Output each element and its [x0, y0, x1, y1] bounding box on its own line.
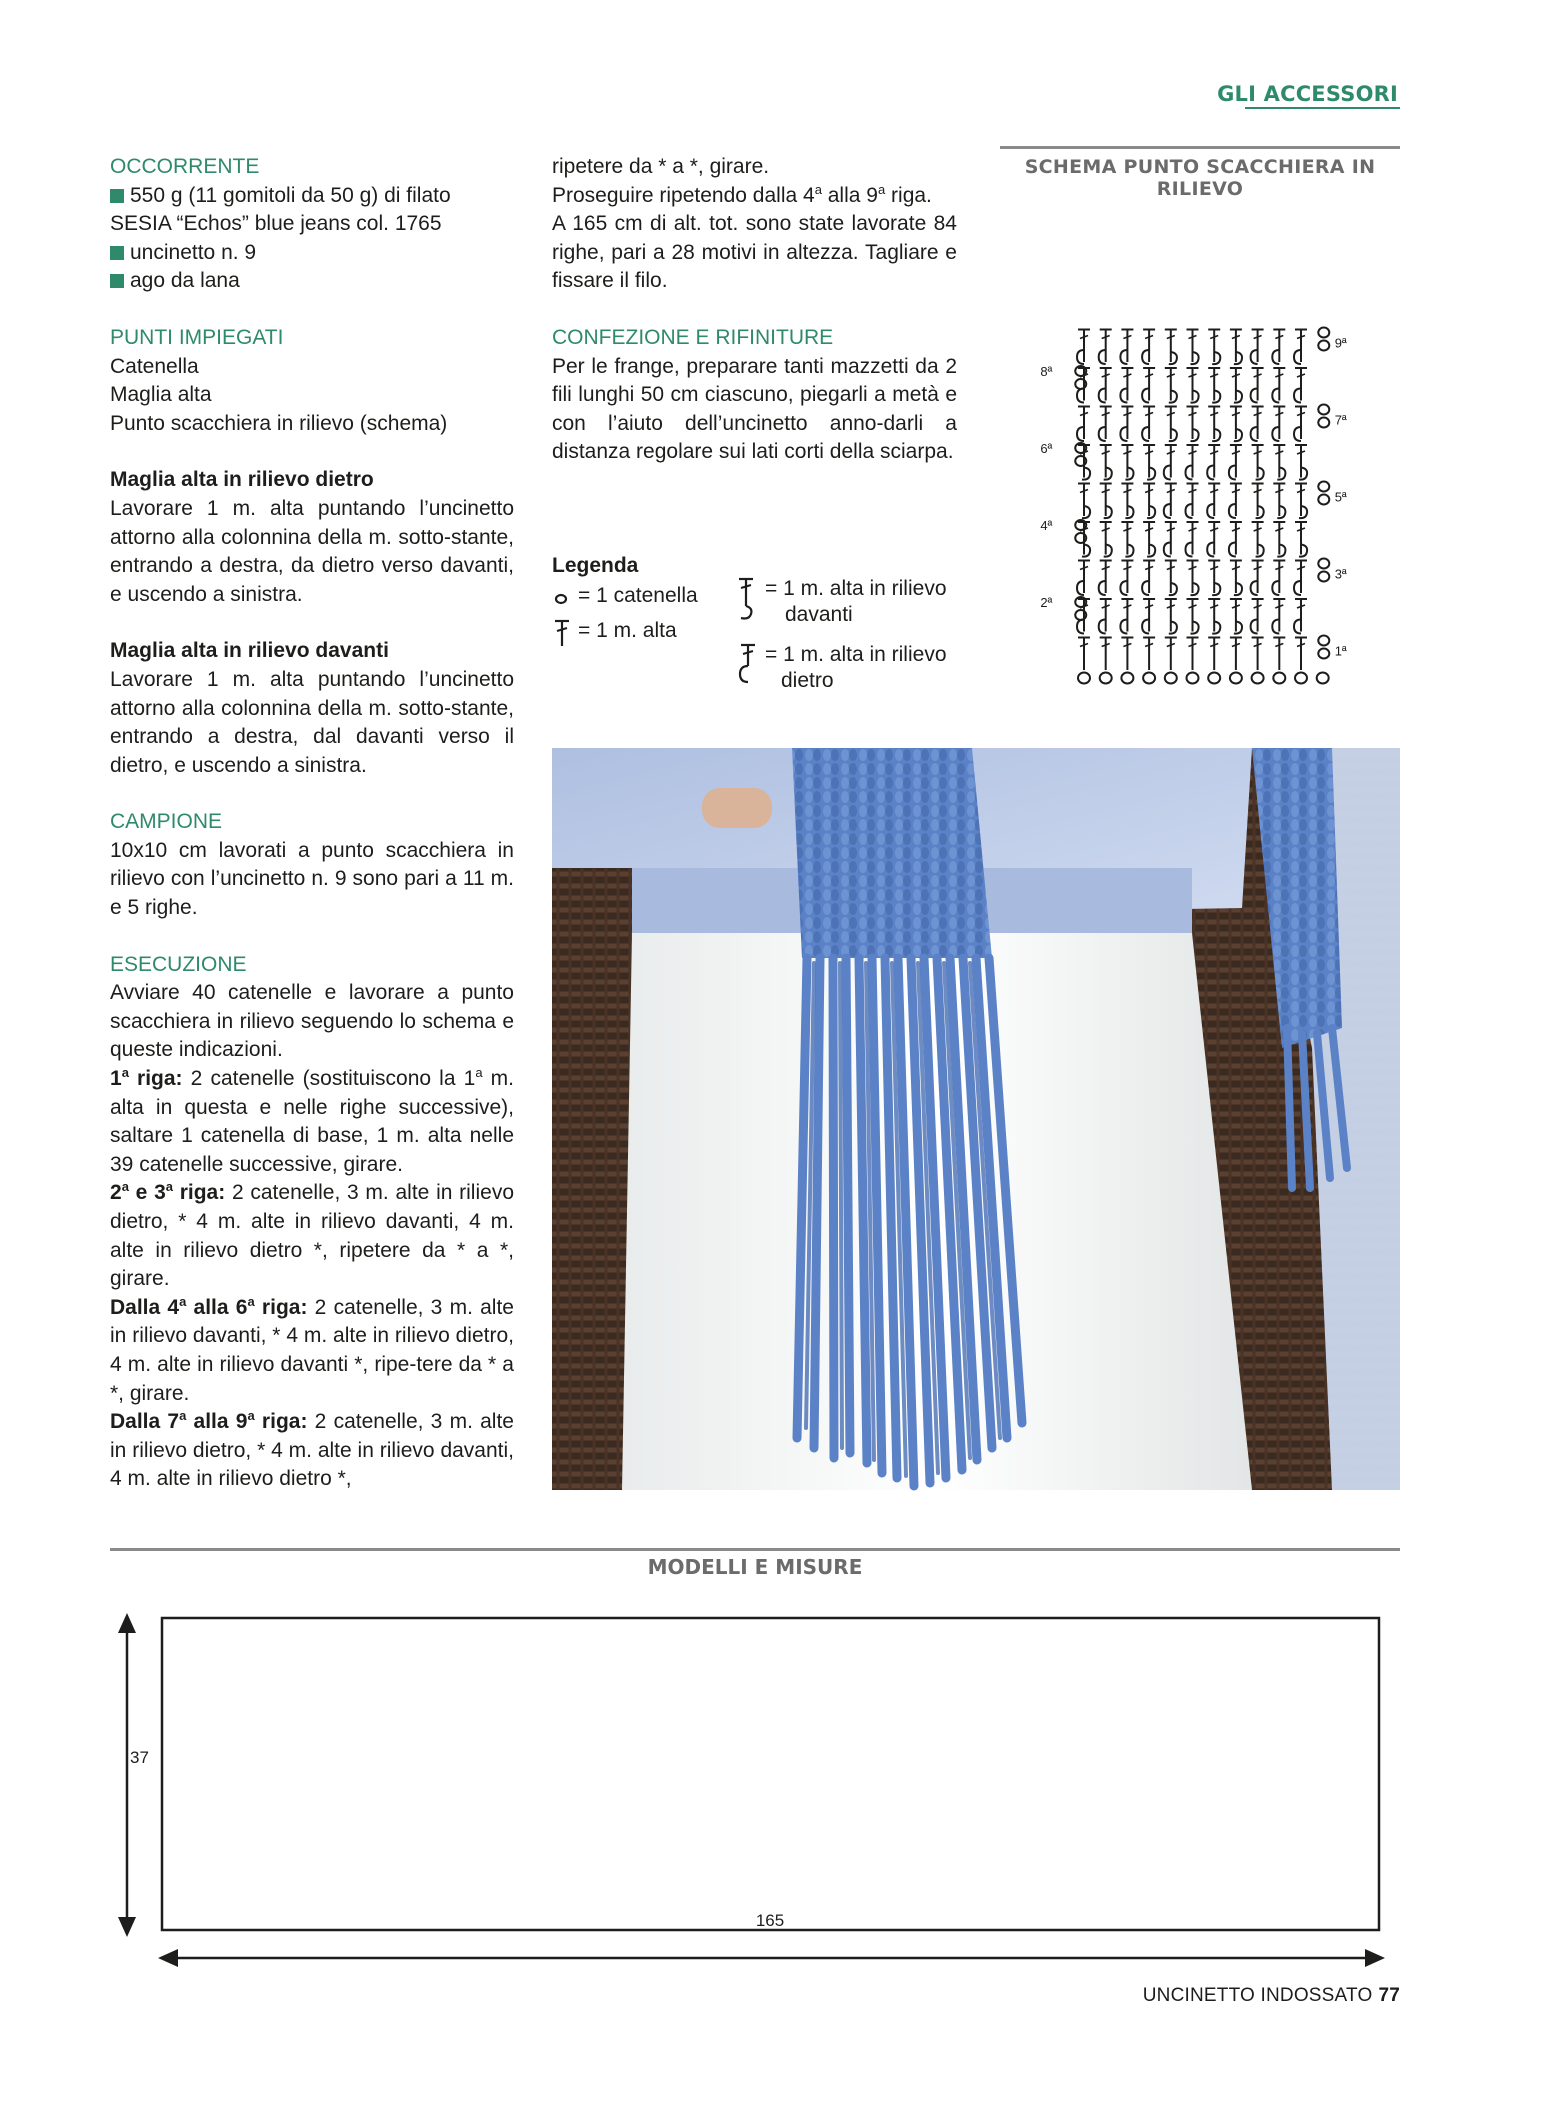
back-post-hook: [1099, 389, 1106, 403]
double-crochet-icon: [552, 618, 574, 648]
row-label: 6ª: [1040, 441, 1053, 456]
back-post-hook: [1251, 427, 1258, 441]
legend-alta: = 1 m. alta: [552, 618, 677, 648]
back-post-hook: [1164, 466, 1171, 480]
campione-heading: CAMPIONE: [110, 810, 223, 834]
chain-stitch: [1165, 673, 1177, 684]
chain-stitch: [1121, 673, 1133, 684]
back-post-hook: [1186, 504, 1193, 518]
occorrente-heading: OCCORRENTE: [110, 155, 260, 178]
back-post-hook: [1229, 543, 1236, 557]
section-tag: GLI ACCESSORI: [1217, 82, 1398, 106]
punti-line: Maglia alta: [110, 383, 212, 407]
back-post-hook: [1272, 620, 1279, 634]
page-number: 77: [1378, 1985, 1400, 2006]
back-post-hook: [1164, 543, 1171, 557]
back-post-hook: [1077, 620, 1084, 634]
chain-stitch: [1143, 673, 1155, 684]
punti-heading: PUNTI IMPIEGATI: [110, 325, 284, 349]
chain-stitch: [1252, 673, 1264, 684]
back-post-hook: [1099, 427, 1106, 441]
turning-chain: [1318, 418, 1329, 428]
continuation-line: Proseguire ripetendo dalla 4$^a$ alla 9$^a$ riga.: [552, 181, 932, 207]
continuation-line: ripetere da * a *, girare.: [552, 155, 770, 178]
back-post-hook: [1251, 350, 1258, 364]
back-post-hook: [1251, 389, 1258, 403]
back-post-hook: [1142, 620, 1149, 634]
row-label: 3ª: [1334, 566, 1347, 582]
row-label: 7ª: [1334, 412, 1347, 428]
back-post-hook: [1207, 543, 1214, 557]
front-post-stitch-icon: [735, 576, 761, 624]
chain-stitch: [1100, 673, 1112, 684]
davanti-text: Lavorare 1 m. alta puntando l’uncinetto attorno alla colonnina della m. sotto-stante, entrando a destra, dal davanti verso il dietro, e uscendo a sinistra.: [110, 667, 514, 777]
back-post-hook: [1120, 620, 1127, 634]
back-post-hook: [1120, 389, 1127, 403]
back-post-hook: [1077, 389, 1084, 403]
esecuzione-intro: Avviare 40 catenelle e lavorare a punto scacchiera in rilievo seguendo lo schema e queste indicazioni.: [110, 981, 514, 1062]
back-post-hook: [1272, 427, 1279, 441]
turning-chain: [1318, 482, 1329, 492]
back-post-hook: [1229, 466, 1236, 480]
back-post-hook: [1077, 581, 1084, 595]
back-post-hook: [1186, 543, 1193, 557]
back-post-hook: [1229, 504, 1236, 518]
dietro-text: Lavorare 1 m. alta puntando l’uncinetto attorno alla colonnina della m. sotto-stante, entrando a destra, da dietro verso davanti, e uscendo a sinistra.: [110, 496, 514, 606]
scarf-photo: [552, 748, 1400, 1490]
davanti-heading: Maglia alta in rilievo davanti: [110, 639, 389, 663]
punti-line: Punto scacchiera in rilievo (schema): [110, 411, 448, 435]
turning-chain: [1318, 572, 1329, 582]
chain-stitch: [1208, 673, 1220, 684]
back-post-hook: [1142, 427, 1149, 441]
legend-dietro-line2: dietro: [781, 669, 834, 692]
back-post-hook: [1077, 350, 1084, 364]
turning-chain: [1318, 341, 1329, 351]
dietro-heading: Maglia alta in rilievo dietro: [110, 468, 374, 492]
row-label: 9ª: [1334, 335, 1347, 351]
back-post-hook: [1142, 350, 1149, 364]
legend-davanti-line2: davanti: [785, 603, 853, 626]
back-post-hook: [1099, 581, 1106, 595]
magazine-name: UNCINETTO INDOSSATO: [1142, 1985, 1373, 2006]
section-rule: [1245, 107, 1400, 109]
back-post-hook: [1294, 389, 1301, 403]
bullet-square-icon: [110, 274, 124, 288]
modelli-rule: [110, 1548, 1400, 1551]
back-post-hook: [1120, 350, 1127, 364]
back-post-hook: [1120, 581, 1127, 595]
column-middle: [552, 153, 957, 467]
bullet-square-icon: [110, 246, 124, 260]
legend-catenella: = 1 catenella: [552, 583, 698, 609]
arrow-down-icon: [118, 1917, 136, 1937]
chain-stitch: [1230, 673, 1242, 684]
back-post-hook: [1272, 389, 1279, 403]
legend-rilievo-dietro: [735, 642, 947, 694]
turning-chain: [1318, 405, 1329, 415]
esecuzione-heading: ESECUZIONE: [110, 952, 247, 976]
back-post-hook: [1142, 581, 1149, 595]
stitch-chart-diagram: [1040, 210, 1380, 700]
arrow-up-icon: [118, 1613, 136, 1633]
chain-stitch: [1273, 673, 1285, 684]
back-post-hook: [1207, 466, 1214, 480]
back-post-hook: [1120, 427, 1127, 441]
modelli-title: MODELLI E MISURE: [647, 1555, 863, 1579]
turning-chain: [1318, 328, 1329, 338]
occorrente-item-cont: SESIA “Echos” blue jeans col. 1765: [110, 212, 442, 236]
column-left: [110, 153, 514, 1494]
occorrente-item: ago da lana: [110, 267, 514, 296]
arrow-right-icon: [1365, 1949, 1385, 1967]
back-post-hook: [1077, 427, 1084, 441]
back-post-hook: [1294, 581, 1301, 595]
chain-stitch: [1078, 673, 1090, 684]
scarf-photo-illustration: [552, 748, 1400, 1490]
row-label: 2ª: [1040, 595, 1053, 610]
back-post-hook: [1251, 620, 1258, 634]
page-footer: [1143, 1985, 1400, 2007]
bullet-square-icon: [110, 189, 124, 203]
row-2-3-instruction: 2$^a$ e 3$^a$ riga: 2 catenelle, 3 m. alte in rilievo dietro, * 4 m. alte in rilievo davanti, 4 m. alte in rilievo dietro *, ripetere da * a *, girare.: [110, 1179, 514, 1291]
confezione-text: Per le frange, preparare tanti mazzetti da 2 fili lunghi 50 cm ciascuno, piegarli a metà e con l’aiuto dell’uncinetto anno-darli a distanza regolare sui lati corti della sciarpa.: [552, 354, 957, 464]
schema-title: SCHEMA PUNTO SCACCHIERA IN RILIEVO: [1024, 156, 1376, 200]
back-post-hook: [1207, 504, 1214, 518]
legend-dietro-line1: = 1 m. alta in rilievo: [765, 643, 947, 666]
chain-stitch: [1187, 673, 1199, 684]
back-post-stitch-icon: [735, 642, 761, 690]
row-label: 8ª: [1040, 364, 1053, 379]
legend-davanti-line1: = 1 m. alta in rilievo: [765, 577, 947, 600]
row-7-9-instruction: Dalla 7$^a$ alla 9$^a$ riga: 2 catenelle, 3 m. alte in rilievo dietro, * 4 m. alte in rilievo davanti, 4 m. alte in rilievo dietro *,: [110, 1408, 514, 1491]
punti-line: Catenella: [110, 354, 199, 378]
back-post-hook: [1142, 389, 1149, 403]
legend-rilievo-davanti: [735, 576, 947, 628]
row-label: 1ª: [1334, 643, 1347, 659]
continuation-text: A 165 cm di alt. tot. sono state lavorate 84 righe, pari a 28 motivi in altezza. Tagliare e fissare il filo.: [552, 212, 957, 293]
chain-stitch-icon: [552, 583, 574, 609]
back-post-hook: [1251, 581, 1258, 595]
occorrente-item: 550 g (11 gomitoli da 50 g) di filato: [110, 182, 514, 211]
back-post-hook: [1164, 504, 1171, 518]
back-post-hook: [1294, 427, 1301, 441]
campione-text: 10x10 cm lavorati a punto scacchiera in rilievo con l’uncinetto n. 9 sono pari a 11 m. e 5 righe.: [110, 838, 514, 920]
confezione-heading: CONFEZIONE E RIFINITURE: [552, 325, 834, 349]
back-post-hook: [1294, 620, 1301, 634]
back-post-hook: [1272, 350, 1279, 364]
turning-chain: [1318, 636, 1329, 646]
legend-title: Legenda: [552, 554, 639, 577]
turning-chain: [1318, 559, 1329, 569]
schema-rule: [1000, 146, 1400, 149]
scarf-outline: [162, 1618, 1379, 1930]
back-post-hook: [1294, 350, 1301, 364]
chain-stitch: [1317, 673, 1329, 684]
back-post-hook: [1186, 466, 1193, 480]
chain-stitch: [1295, 673, 1307, 684]
row-4-6-instruction: Dalla 4$^a$ alla 6$^a$ riga: 2 catenelle, 3 m. alte in rilievo davanti, * 4 m. alte in rilievo dietro, 4 m. alte in rilievo davanti *, ripe-tere da * a *, girare.: [110, 1293, 514, 1405]
back-post-hook: [1272, 581, 1279, 595]
height-label: 37: [130, 1748, 149, 1767]
back-post-hook: [1099, 620, 1106, 634]
row-1-instruction: 1$^a$ riga: 2 catenelle (sostituiscono la 1$^a$ m. alta in questa e nelle righe successive), saltare 1 catenella di base, 1 m. alta nelle 39 catenelle successive, girare.: [110, 1065, 515, 1176]
occorrente-item: uncinetto n. 9: [110, 239, 514, 268]
arrow-left-icon: [158, 1949, 178, 1967]
turning-chain: [1318, 649, 1329, 659]
measurements-diagram: [110, 1595, 1400, 1965]
back-post-hook: [1099, 350, 1106, 364]
width-label: 165: [755, 1911, 785, 1930]
turning-chain: [1318, 495, 1329, 505]
row-label: 5ª: [1334, 489, 1347, 505]
row-label: 4ª: [1040, 518, 1053, 533]
